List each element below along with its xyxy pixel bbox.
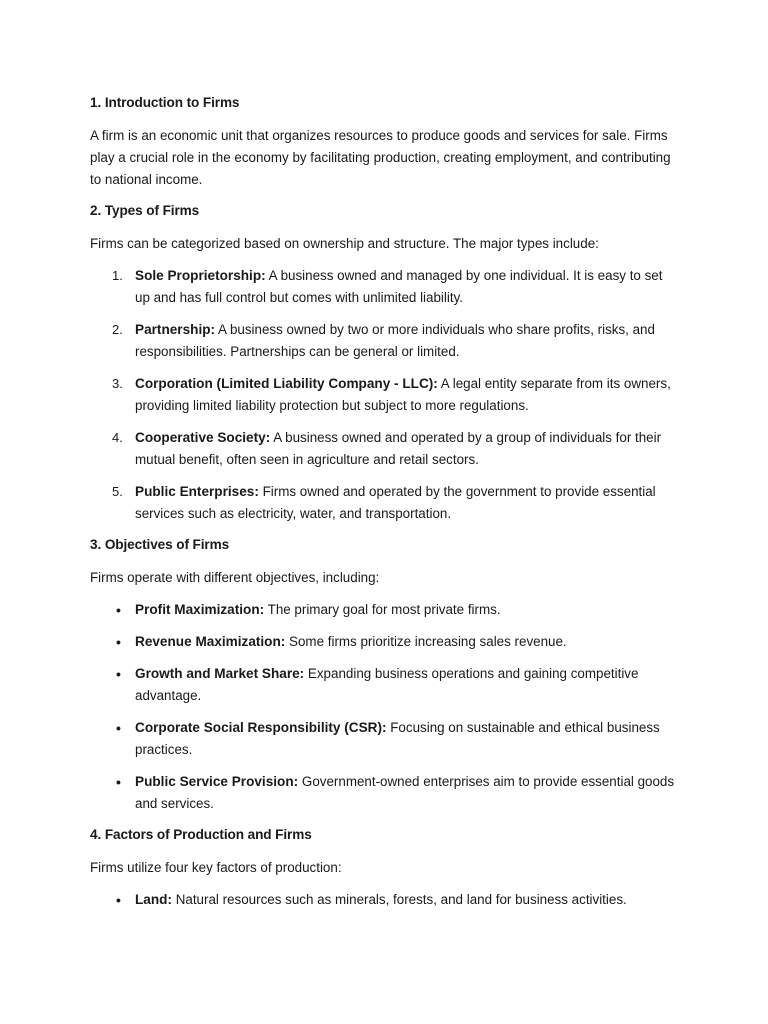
list-item xyxy=(90,373,680,417)
item-term: Public Service Provision: xyxy=(135,774,299,789)
list-item xyxy=(90,427,680,471)
list-number: 2. xyxy=(112,322,123,337)
item-term: Revenue Maximization: xyxy=(135,634,286,649)
item-text: Some firms prioritize increasing sales revenue. xyxy=(285,634,567,649)
list-item xyxy=(90,663,680,707)
list-number: 1. xyxy=(112,268,123,283)
section-heading: 4. Factors of Production and Firms xyxy=(90,827,312,842)
list-number: 3. xyxy=(112,376,123,391)
list-item xyxy=(90,319,680,363)
bullet-icon: • xyxy=(116,602,121,618)
item-text: A business owned and operated by a group of individuals for their mutual benefit, often seen in agriculture and retail sectors. xyxy=(135,430,662,467)
item-term: Sole Proprietorship: xyxy=(135,268,266,283)
numbered-list xyxy=(90,265,680,525)
item-term: Partnership: xyxy=(135,322,216,337)
item-text: The primary goal for most private firms. xyxy=(264,602,501,617)
item-term: Corporation (Limited Liability Company - LLC): xyxy=(135,376,438,391)
list-item xyxy=(90,265,680,309)
bullet-icon: • xyxy=(116,892,121,908)
item-text: Government-owned enterprises aim to provide essential goods and services. xyxy=(135,774,675,811)
document-page xyxy=(90,93,680,921)
item-term: Cooperative Society: xyxy=(135,430,271,445)
section-heading: 2. Types of Firms xyxy=(90,203,200,218)
list-item xyxy=(90,889,680,911)
list-item xyxy=(90,599,680,621)
bullet-icon: • xyxy=(116,774,121,790)
list-number: 4. xyxy=(112,430,123,445)
item-term: Growth and Market Share: xyxy=(135,666,305,681)
list-item xyxy=(90,771,680,815)
item-text: A legal entity separate from its owners, providing limited liability protection but subject to more regulations. xyxy=(135,376,671,413)
item-term: Land: xyxy=(135,892,172,907)
section-paragraph: Firms can be categorized based on ownership and structure. The major types include: xyxy=(90,236,599,251)
item-term: Profit Maximization: xyxy=(135,602,265,617)
item-text: Natural resources such as minerals, forests, and land for business activities. xyxy=(172,892,627,907)
bullet-icon: • xyxy=(116,666,121,682)
section-heading: 1. Introduction to Firms xyxy=(90,95,240,110)
list-item xyxy=(90,631,680,653)
section-paragraph: Firms operate with different objectives, including: xyxy=(90,570,380,585)
section-factors-of-production xyxy=(90,825,680,911)
bullet-list xyxy=(90,599,680,815)
item-text: Firms owned and operated by the government to provide essential services such as electricity, water, and transportation. xyxy=(135,484,656,521)
section-types-of-firms xyxy=(90,201,680,525)
section-paragraph: A firm is an economic unit that organizes resources to produce goods and services for sale. Firms play a crucial role in the economy by facilitating production, creating employment, and contributing to national income. xyxy=(90,128,671,187)
section-heading: 3. Objectives of Firms xyxy=(90,537,230,552)
list-item xyxy=(90,717,680,761)
list-item xyxy=(90,481,680,525)
item-text: Expanding business operations and gaining competitive advantage. xyxy=(135,666,639,703)
item-text: A business owned and managed by one individual. It is easy to set up and has full control but comes with unlimited liability. xyxy=(135,268,663,305)
bullet-list xyxy=(90,889,680,911)
item-text: A business owned by two or more individuals who share profits, risks, and responsibilities. Partnerships can be general or limited. xyxy=(135,322,655,359)
section-introduction xyxy=(90,93,680,191)
section-objectives-of-firms xyxy=(90,535,680,815)
bullet-icon: • xyxy=(116,720,121,736)
item-term: Corporate Social Responsibility (CSR): xyxy=(135,720,387,735)
item-text: Focusing on sustainable and ethical business practices. xyxy=(135,720,660,757)
bullet-icon: • xyxy=(116,634,121,650)
list-number: 5. xyxy=(112,484,123,499)
item-term: Public Enterprises: xyxy=(135,484,259,499)
section-paragraph: Firms utilize four key factors of production: xyxy=(90,860,342,875)
